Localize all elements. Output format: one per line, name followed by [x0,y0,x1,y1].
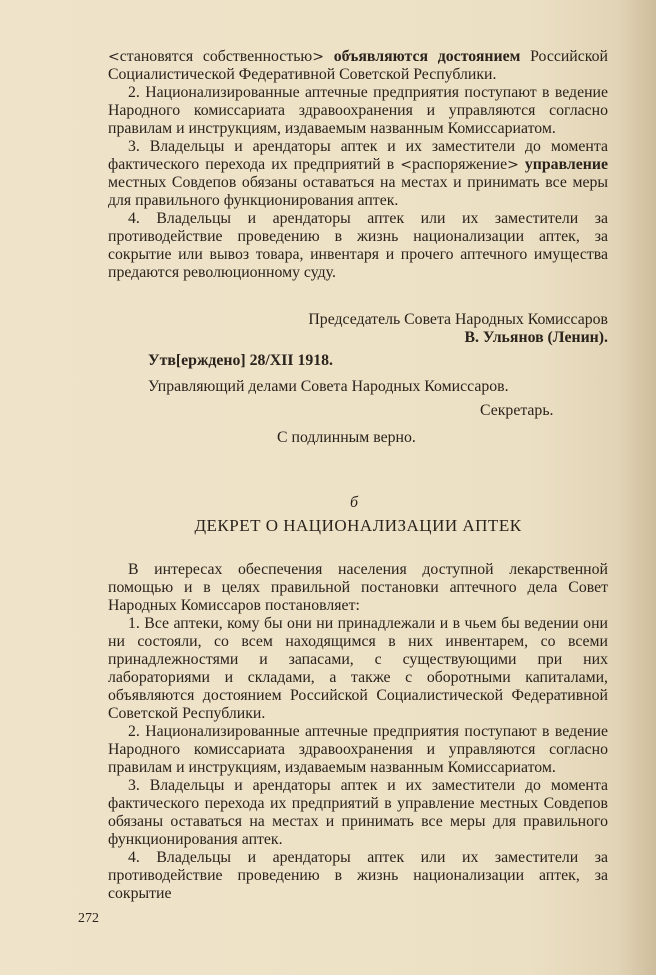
section-letter: б [350,494,359,511]
article-2: 2. Национализированные аптечные предприятия поступают в ведение Народного комиссариата здравоохранения и управляются согласно правилам и инструкциям, издаваемым названным Комиссариатом. [108,723,608,776]
manager-line: Управляющий делами Совета Народных Комиссаров. [148,378,509,395]
article-3: 3. Владельцы и арендаторы аптек и их заместители до момента фактического перехода их предприятий в управление местных Совдепов обязаны оставаться на местах и принимать все меры для правильного функционирования аптек. [108,777,608,848]
paragraph-2: 2. Национализированные аптечные предприятия поступают в ведение Народного комиссариата здравоохранения и управляются согласно правилам и инструкциям, издаваемым названным Комиссариатом. [108,84,608,137]
intro-paragraph: В интересах обеспечения населения доступной лекарственной помощью и в целях правильной постановки аптечного дела Совет Народных Комиссаров постановляет: [108,561,608,614]
certified-line: С подлинным верно. [277,429,416,446]
secretary-line: Секретарь. [480,402,554,419]
article-1: 1. Все аптеки, кому бы они ни принадлежали и в чьем бы ведении они ни состояли, со всем находящимся в них инвентарем, со всеми принадлежностями и запасами, с существующими при них лабораториями и складами, а также с оборотными капиталами, объявляются достоянием Российской Социалистической Федеративной Советской Республики. [108,615,608,722]
decree-continuation [108,48,608,282]
decree-title: ДЕКРЕТ О НАЦИОНАЛИЗАЦИИ АПТЕК [194,516,522,535]
approval-line: Утв[ерждено] 28/XII 1918. [148,352,333,369]
article-4: 4. Владельцы и арендаторы аптек или их заместители за противодействие проведению в жизнь национализации аптек, за сокрытие [108,849,608,902]
page-number: 272 [78,911,99,926]
decree-text [108,561,608,903]
chair-name: В. Ульянов (Ленин). [464,329,608,346]
paragraph-4: 4. Владельцы и арендаторы аптек или их заместители за противодействие проведению в жизнь национализации аптек, за сокрытие или вывоз товара, инвентаря и прочего аптечного имущества предаются революционному суду. [108,210,608,281]
paragraph-3: 3. Владельцы и арендаторы аптек и их заместители до момента фактического перехода их предприятий в <распоряжение> управление местных Совдепов обязаны оставаться на местах и принимать все меры для правильного функционирования аптек. [108,138,608,209]
chair-title: Председатель Совета Народных Комиссаров [308,311,608,328]
paragraph-1-end: <становятся собственностью> объявляются достоянием Российской Социалистической Федеративной Советской Республики. [108,48,608,83]
